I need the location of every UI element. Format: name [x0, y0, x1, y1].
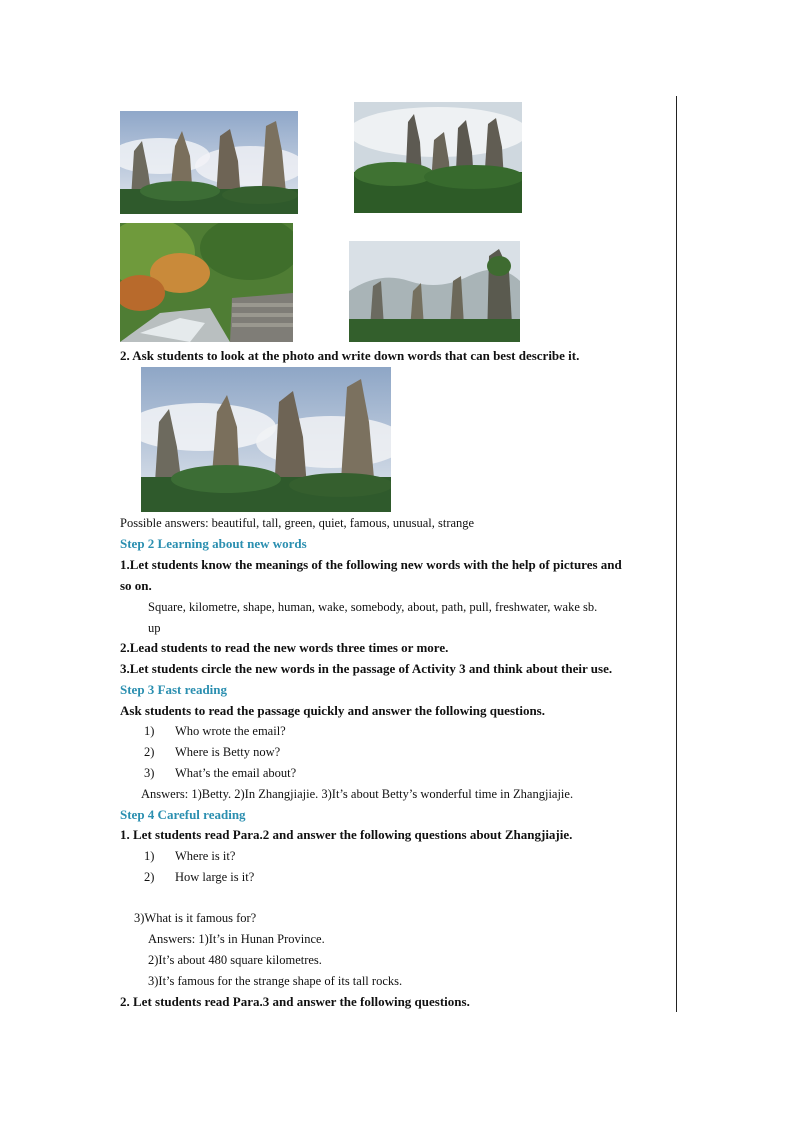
step-3-q2-number: 2) [144, 745, 155, 759]
photo-describe [141, 367, 391, 512]
step-4-q2: How large is it? [175, 870, 255, 884]
step-3-q2: Where is Betty now? [175, 745, 281, 759]
possible-answers: Possible answers: beautiful, tall, green, quiet, famous, unusual, strange [120, 516, 475, 530]
step-2-item-2: 2.Lead students to read the new words three times or more. [120, 640, 449, 655]
photo-mist-peaks-2 [354, 102, 522, 213]
photo-forest-path [120, 223, 293, 342]
photo-rock-pillars [349, 241, 520, 342]
step-3-q3: What’s the email about? [175, 766, 297, 780]
step-4-item-1: 1. Let students read Para.2 and answer the following questions about Zhangjiajie. [120, 827, 573, 842]
photo-mist-peaks-1 [120, 111, 298, 214]
step-3-intro: Ask students to read the passage quickly and answer the following questions. [120, 703, 545, 718]
step-4-item-2: 2. Let students read Para.3 and answer the following questions. [120, 994, 470, 1009]
step-3-answers: Answers: 1)Betty. 2)In Zhangjiajie. 3)It’s about Betty’s wonderful time in Zhangjiajie. [141, 787, 574, 801]
step-4-answer-3: 3)It’s famous for the strange shape of its tall rocks. [148, 974, 403, 988]
step-4-q1: Where is it? [175, 849, 236, 863]
step-3-heading: Step 3 Fast reading [120, 682, 228, 697]
step-4-q3: 3)What is it famous for? [134, 911, 257, 925]
new-words-list-a: Square, kilometre, shape, human, wake, somebody, about, path, pull, freshwater, wake sb. [148, 600, 598, 614]
task-2-instruction: 2. Ask students to look at the photo and write down words that can best describe it. [120, 348, 580, 363]
step-4-answer-1: Answers: 1)It’s in Hunan Province. [148, 932, 325, 946]
step-2-item-3: 3.Let students circle the new words in the passage of Activity 3 and think about their use. [120, 661, 613, 676]
step-2-item-1a: 1.Let students know the meanings of the following new words with the help of pictures and [120, 557, 622, 572]
step-3-q1: Who wrote the email? [175, 724, 286, 738]
step-2-heading: Step 2 Learning about new words [120, 536, 307, 551]
step-2-item-1b: so on. [120, 578, 152, 593]
step-4-heading: Step 4 Careful reading [120, 807, 246, 822]
step-3-q1-number: 1) [144, 724, 155, 738]
step-4-q2-number: 2) [144, 870, 155, 884]
page-right-border [676, 96, 677, 1012]
step-4-answer-2: 2)It’s about 480 square kilometres. [148, 953, 322, 967]
step-3-q3-number: 3) [144, 766, 155, 780]
step-4-q1-number: 1) [144, 849, 155, 863]
new-words-list-b: up [148, 621, 161, 635]
